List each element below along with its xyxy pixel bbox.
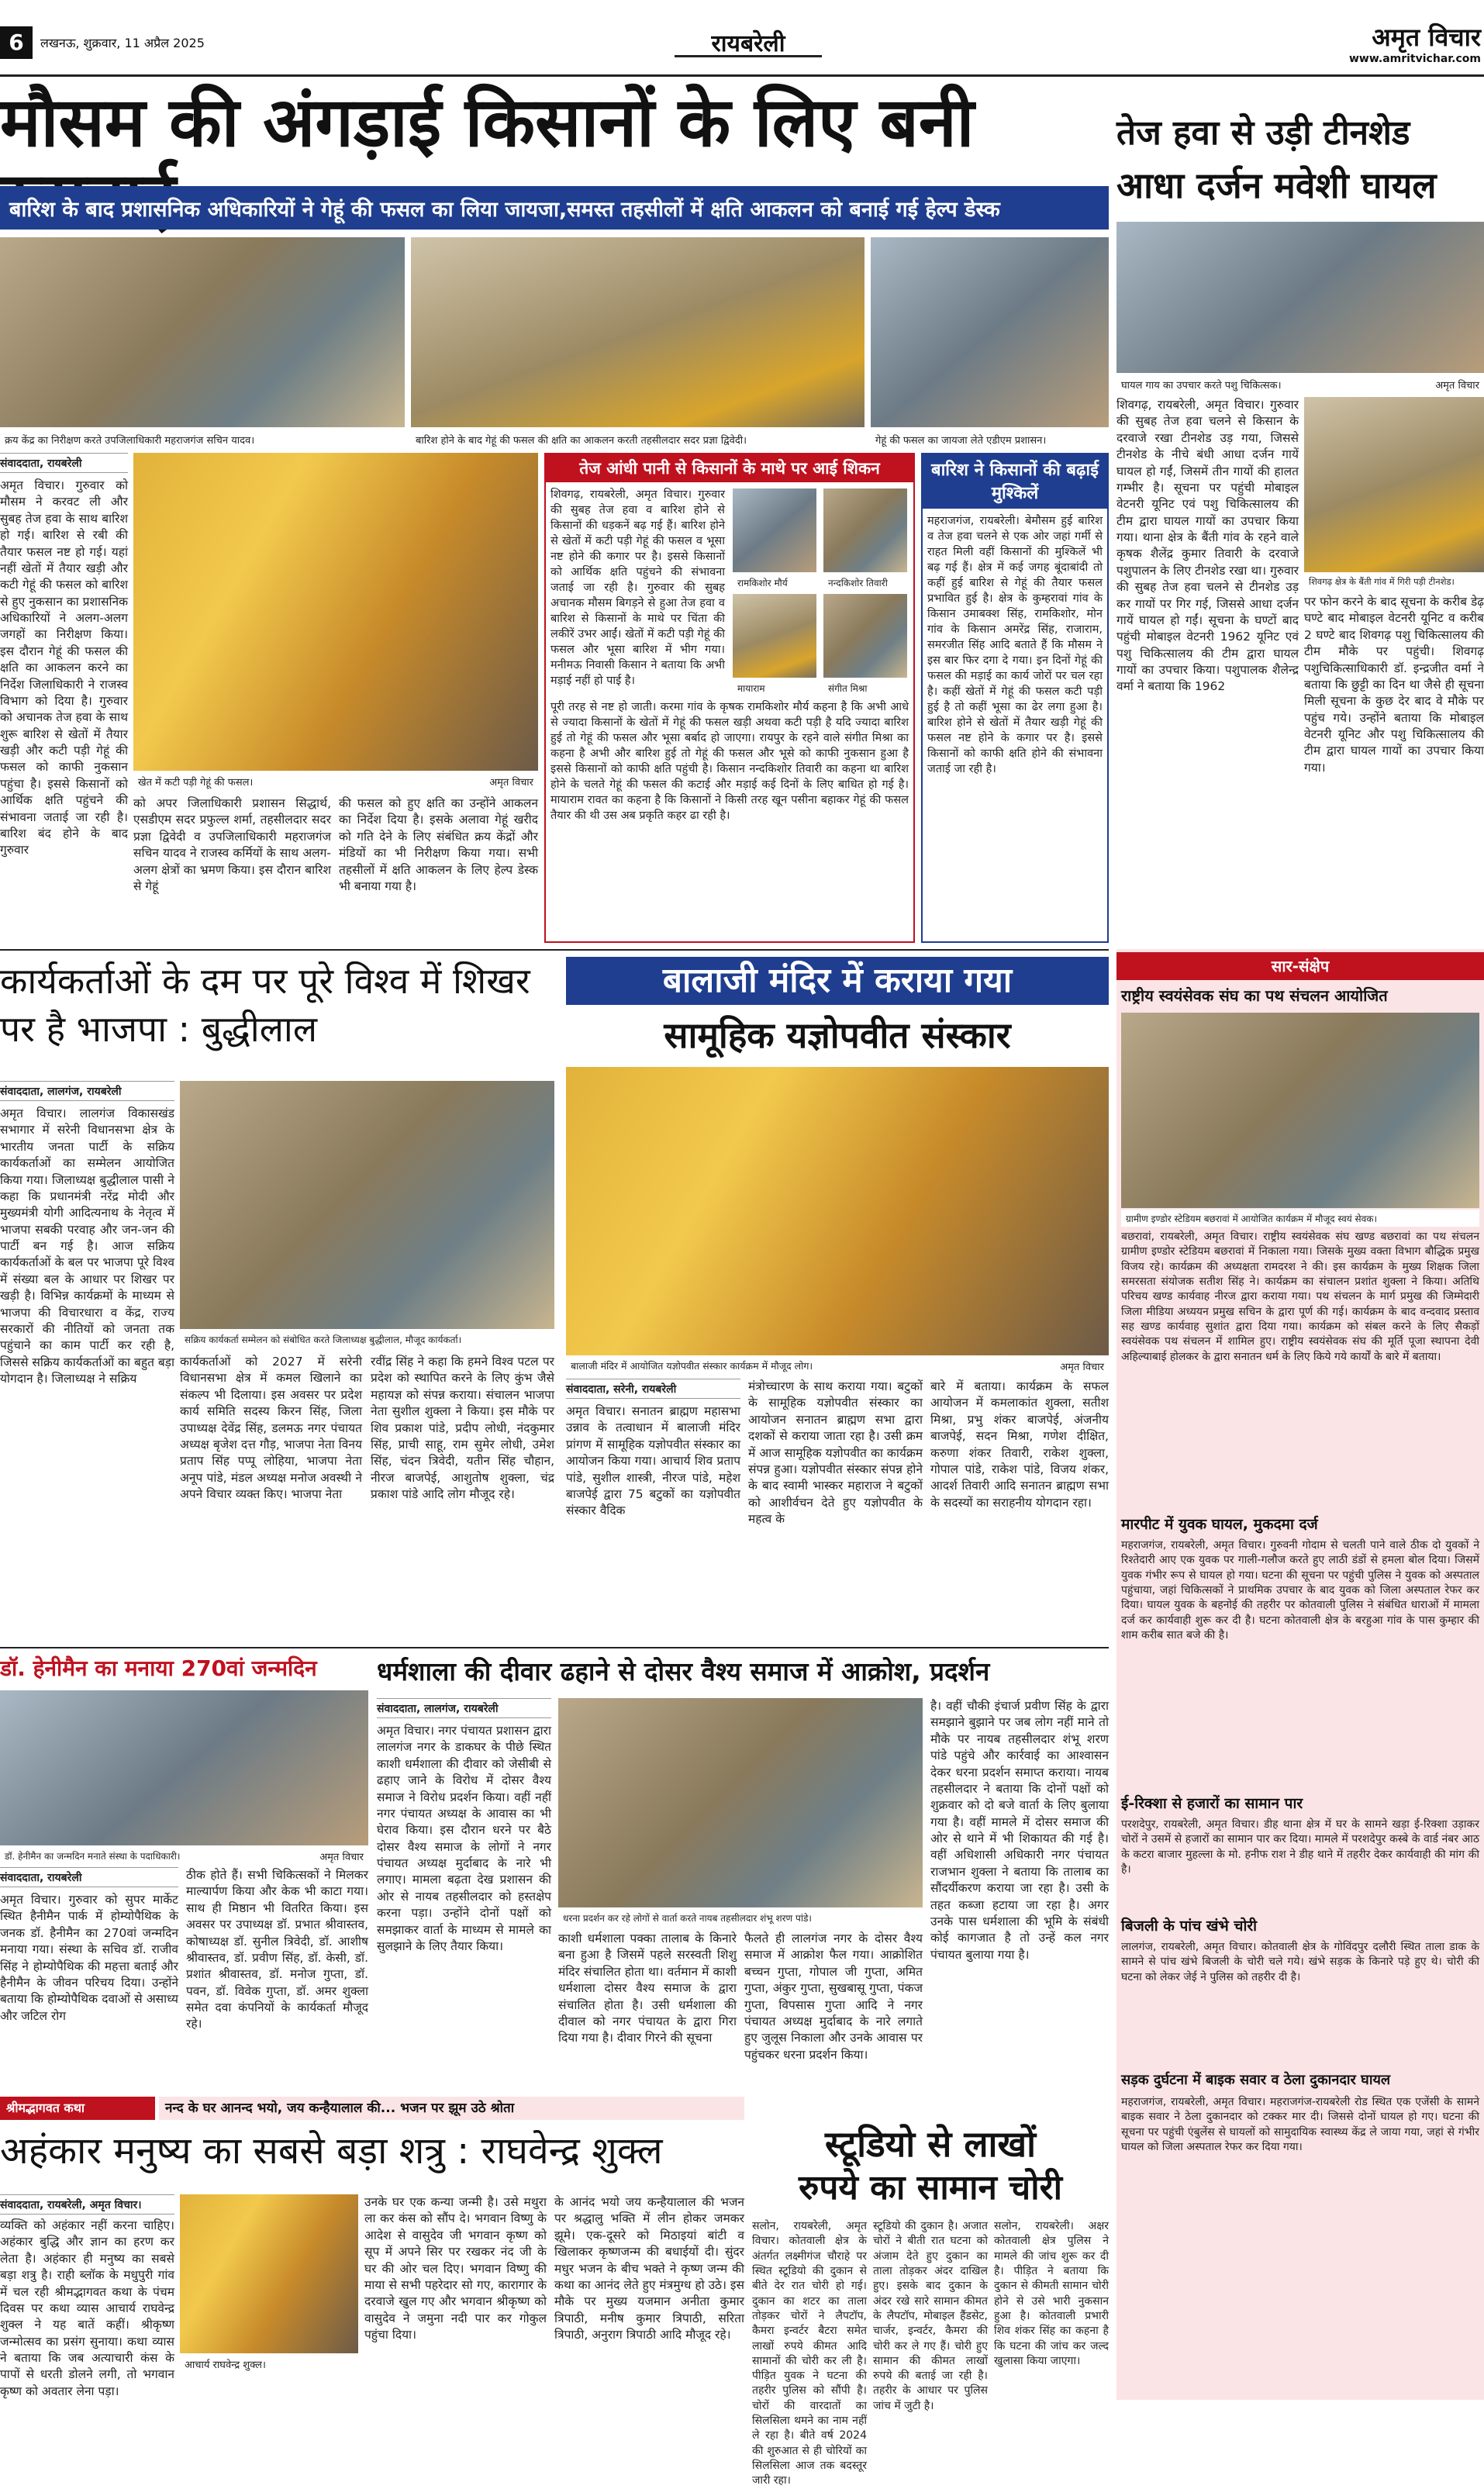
hahnemann-body-col1: अमृत विचार। गुरुवार को सुपर मार्केट स्थित हैनीमैन पार्क में होम्योपैथिक के जनक डॉ. हैनीमैन का 270वां जन्मदिन मनाया गया। संस्था के सचिव डॉ. राजीव सिंह ने होम्योपैथिक की महत्ता बताई और हैनीमैन के जीवन परिचय दिया। उन्होंने बताया कि होम्योपैथिक दवाओं से असाध्य और जटिल रोग [0,1893,178,2023]
studio-body-col3: सलोन, रायबरेली। अक्षर कोतवाली क्षेत्र पुलिस ने मामले की जांच शुरू कर दी है। पीड़ित ने बताया कि दुकान से कीमती सामान चोरी होने से उसे भारी नुकसान हुआ है। कोतवाली प्रभारी शिव शंकर सिंह का कहना है कि घटना की जांच कर जल्द खुलासा किया जाएगा। [994,2220,1109,2367]
balaji-body-col2: मंत्रोच्चारण के साथ कराया गया। बटुकों के सामूहिक यज्ञोपवीत संस्कार का आयोजन सनातन ब्राह्मण सभा द्वारा दशकों से कराया जाता रहा है। उसी क्रम में आज सामूहिक यज्ञोपवीत का कार्यक्रम संपन्न हुआ। यज्ञोपवीत संस्कार संपन्न होने के बाद स्वामी भास्कर महाराज ने बटुकों को आशीर्वचन देते हुए यज्ञोपवीत के महत्व के [748,1379,923,1526]
lead-headline: मौसम की अंगड़ाई किसानों के लिए बनी [0,82,975,162]
bijli-title: बिजली के पांच खंभे चोरी [1121,1918,1258,1935]
photo-hahnemann [0,1690,368,1845]
bjp-dateline: संवाददाता, लालगंज, रायबरेली [0,1081,174,1101]
dharmshala-dateline: संवाददाता, लालगंज, रायबरेली [377,1698,551,1718]
tinshed-body2: पर फोन करने के बाद सूचना के करीब डेढ़ घण्टे बाद मोबाइल वेटनरी यूनिट व करीब 2 घण्टे बाद शिवगढ़ पशु चिकित्सालय की टीम मौके पर पहुंची। शिवगढ़ पशुचिकित्साधिकारी डॉ. इन्द्रजीत वर्मा ने बताया कि छुट्टी का दिन था जैसे ही सूचना मिली सूचना के कुछ देर बाद वे मौके पर पहुंच गये। उन्होंने बताया कि मोबाइल वेटनरी यूनिट और पशु चिकित्सालय की टीम द्वारा घायल गायों का उपचार किया गया। [1304,595,1484,775]
bhagwat-tagline: नन्द के घर आनन्द भयो, जय कन्हैयालाल की... भजन पर झूम उठे श्रोता [159,2097,744,2120]
bijli-body: लालगंज, रायबरेली, अमृत विचार। कोतवाली क्षेत्र के गोविंदपुर दलौरी स्थित ताला डाक के सामने से पांच खंभे बिजली के चोरी चले गये। खंभे सड़क के किनारे पड़े हुए थे। चोरी की घटना को लेकर जेई ने पुलिस को तहरीर दी है। [1121,1941,1479,1983]
portrait-1 [733,488,816,572]
balaji-headline-1: बालाजी मंदिर में कराया गया [566,957,1109,1005]
box-tez-andhi-body1: शिवगढ़, रायबरेली, अमृत विचार। गुरुवार की सुबह तेज हवा व बारिश होने से किसानों की धड़कनें बढ़ गई हैं। बारिश होने से खेतों में कटी पड़ी गेहूं की फसल व भूसा नष्ट होने की कगार पर है। इससे किसानों को आर्थिक क्षति पहुंचने की संभावना जताई जा रही है। गुरुवार की सुबह अचानक मौसम बिगड़ने से हुआ तेज हवा व बारिश से किसानों के माथे पर चिंता की लकीरें उभर आईं। खेतों में कटी पड़ी गेहूं की फसल और भूसा बारिश में भीग गया। मनीमऊ निवासी किसान ने बताया कि अभी मड़ाई नहीं हो पाई है। [550,488,725,687]
bjp-body-col2: कार्यकर्ताओं को 2027 में सरेनी विधानसभा क्षेत्र में कमल खिलाने का संकल्प भी दिलाया। इस अवसर पर प्रदेश कार्य समिति सदस्य किरन सिंह, जिला उपाध्यक्ष देवेंद्र सिंह, डलमऊ नगर पंचायत अध्यक्ष बृजेश दत्त गौड़, भाजपा नेता विनय प्रताप सिंह पप्पू लोहिया, भाजपा नेता अनूप पांडे, मंडल अध्यक्ष मनोज अवस्थी ने अपने विचार व्यक्त किए। भाजपा नेता [180,1355,362,1501]
rss-body: बछरावां, रायबरेली, अमृत विचार। राष्ट्रीय स्वयंसेवक संघ खण्ड बछरावां का पथ संचलन ग्रामीण इण्डोर स्टेडियम बछरावां में निकाला गया। जिसके मुख्य वक्ता विभाग बौद्धिक प्रमुख विजय रहे। कार्यक्रम की अध्यक्षता रामदरश ने की। इस कार्यक्रम के मुख्य शिक्षक जिला समरसता संयोजक सतीश सिंह ने। कार्यक्रम का संचालन प्रशांत शुक्ला ने किया। अतिथि परिचय खण्ड कार्यवाह नीरज द्वारा कराया गया। पथ संचलन के मार्ग प्रमुख की जिम्मेदारी जिला मीडिया अध्ययन प्रमुख सचिन के द्वारा पूर्ण की गई। कार्यक्रम के बाद वन्दवाद प्रस्ताव सह खण्ड कार्यवाह सुशांत द्वारा दिया गया। कार्यक्रम को संबल करने के लिए सैकड़ों स्वयंसेवक पथ संचलन में शामिल हुए। राष्ट्रीय स्वयंसेवक संघ की मूर्ति पूजा स्थापना देवी अहिल्याबाई होलकर के द्वारा सनातन धर्म के लिए किये गये कार्यों के बारे में बताया। [1121,1231,1479,1363]
bhagwat-label: श्रीमद्भागवत कथा [0,2097,155,2120]
lead-body-col1: अमृत विचार। गुरुवार को मौसम ने करवट ली और सुबह तेज हवा के साथ बारिश हो गई। बारिश से रबी की तैयार फसल नष्ट हो गई। यहां नहीं खेतों में तैयार खड़ी और कटी गेहूं की फसल को बारिश से हुए नुकसान का प्रशासनिक अधिकारियों ने अलग-अलग जगहों का निरीक्षण किया। इस दौरान गेहूं की फसल की क्षति का आकलन करने का निर्देश जिलाधिकारी ने राजस्व विभाग को दिया है। गुरुवार को अचानक तेज हवा के साथ शुरू बारिश से खेतों में तैयार खड़ी और कटी पड़ी गेहूं की फसल को काफी नुकसान पहुंचा है। इससे किसानों को आर्थिक क्षति पहुंचने की संभावना जताई जा रही है। बारिश बंद होने के बाद गुरुवार [0,478,128,858]
newspaper-logo: अमृत विचार [1372,22,1481,52]
photo-credit: अमृत विचार [450,772,538,791]
box-tez-andhi-title: तेज आंधी पानी से किसानों के माथे पर आई शिकन [546,454,913,482]
bhagwat-headline: अहंकार मनुष्य का सबसे बड़ा शत्रु : राघवेन्द्र शुक्ल [0,2129,663,2173]
bhagwat-body-col2: उनके घर एक कन्या जन्मी है। उसे मथुरा ला कर कंस को सौंप दे। भगवान विष्णु के आदेश से वासुदेव जी भगवान कृष्ण को सूप में अपने सिर पर रखकर नंद जी के घर की ओर चल दिए। भगवान विष्णु की माया से सभी पहरेदार सो गए, कारागार के दरवाजे खुल गए और भगवान श्रीकृष्ण को वासुदेव ने जमुना नदी पार कर गोकुल पहुंचा दिया। [364,2195,547,2342]
dharmshala-body-col2: काशी धर्मशाला पक्का तालाब के किनारे बना हुआ है जिसमें पहले सरस्वती शिशु मंदिर संचालित होता था। वर्तमान में काशी धर्मशाला दोसर वैश्य समाज के द्वारा संचालित होता है। उसी धर्मशाला की दीवाल को नगर पंचायत के द्वारा गिरा दिया गया है। दीवार गिरने की सूचना [558,1931,737,2045]
studio-body-col2: स्टूडियो की दुकान है। अजात चोरों ने बीती रात घटना को अंजाम देते हुए दुकान का ताला तोड़कर अंदर दाखिल हुए। इसके बाद दुकान के अंदर रखे सारे सामान कीमत के लैपटॉप, मोबाइल हैंडसेट, चार्जर, इन्वर्टर, कैमरा की चोरी कर ले गए हैं। चोरी हुए सामान की कीमत लाखों रुपये की बताई जा रही है। तहरीर के आधार पर पुलिस जांच में जुटी है। [873,2220,988,2412]
hahnemann-body-col2: ठीक होते हैं। सभी चिकित्सकों ने मिलकर माल्यार्पण किया और केक भी काटा गया। साथ ही मिष्ठान भी वितरित किया। इस अवसर पर उपाध्यक्ष डॉ. प्रभात श्रीवास्तव, कोषाध्यक्ष डॉ. सुनील त्रिवेदी, डॉ. आशीष श्रीवास्तव, डॉ. प्रवीण सिंह, डॉ. केसी, डॉ. प्रशांत श्रीवास्तव, डॉ. मनोज गुप्ता, डॉ. पवन, डॉ. विवेक गुप्ता, डॉ. अमर शुक्ला समेत दवा कंपनियों के कार्यकर्ता मौजूद रहे। [186,1868,368,2032]
caption-adm: गेहूं की फसल का जायजा लेते एडीएम प्रशासन। [871,430,1109,449]
dharmshala-body-col4: है। वहीं चौकी इंचार्ज प्रवीण सिंह के द्वारा समझाने बुझाने पर जब लोग नहीं माने तो मौके पर नायब तहसीलदार शंभू शरण पांडे पहुंचे और कार्रवाई का आश्वासन देकर धरना प्रदर्शन समाप्त कराया। नायब तहसीलदार ने बताया कि दोनों पक्षों को शुक्रवार को दो बजे वार्ता के लिए बुलाया गया है। वहीं मामले में दोसर समाज की ओर से थाने में भी शिकायत की गई है। वहीं अधिशासी अधिकारी नगर पंचायत राजभान शुक्ला ने बताया कि तालाब का सौंदर्यीकरण कराया जा रहा है। उसी के तहत कब्जा हटाया जा रहा है। अगर उनके पास धर्मशाला की भूमि के संबंधी कोई कागजात है तो उन्हें कल नगर पंचायत बुलाया गया है। [930,1699,1109,1962]
photo-kati-fasal [133,453,538,771]
caption-bjp: सक्रिय कार्यकर्ता सम्मेलन को संबोधित करते जिलाध्यक्ष बुद्धीलाल, मौजूद कार्यकर्ता। [180,1331,554,1348]
photo-adm-inspection [871,237,1109,427]
box-tez-andhi-body2: पूरी तरह से नष्ट हो जाती। करमा गांव के कृषक रामकिशोर मौर्य कहना है कि अभी आधे से ज्यादा किसानों के खेतों में गेहूं की फसल खड़ी अथवा कटी पड़ी है यदि ज्यादा बारिश हुई तो गेहूं की फसल और भूसा बर्बाद हो जाएगा। रायपुर के रहने वाले संगीत मिश्रा का कहना है अभी और बारिश हुई तो गेहूं की फसल और भूसे को काफी नुकसान हुआ है इससे किसानों को काफी क्षति पहुंची है। किसान नन्दकिशोर तिवारी का कहना था बारिश होने के चलते गेहूं की फसल की कटाई और मड़ाई कई दिनों के लिए बाधित हो गई है। मायाराम रावत का कहना है कि किसानों ने किसी तरह खून पसीना बहाकर गेहूं की फसल तैयार की थी उस अब प्रकृति कहर ढा रही है। [550,701,909,822]
dharmshala-headline: धर्मशाला की दीवार ढहाने से दोसर वैश्य समाज में आक्रोश, प्रदर्शन [377,1656,990,1686]
hahnemann-dateline: संवाददाता, रायबरेली [0,1867,178,1887]
tinshed-credit: अमृत विचार [1380,375,1484,392]
caption-raghvendra: आचार्य राघवेन्द्र शुक्ल। [180,2355,358,2372]
lead-dateline: संवाददाता, रायबरेली [0,453,128,473]
portrait-2-name: नन्दकिशोर तिवारी [823,574,907,591]
hahnemann-credit: अमृत विचार [283,1847,368,1864]
marpeet-title: मारपीट में युवक घायल, मुकदमा दर्ज [1121,1516,1318,1533]
lead-body-col2: को अपर जिलाधिकारी प्रशासन सिद्धार्थ, एसडीएम सदर प्रफुल्ल शर्मा, तहसीलदार सदर प्रज्ञा द्विवेदी व उपजिलाधिकारी महराजगंज सचिन यादव ने राजस्व कर्मियों के साथ अलग-अलग क्षेत्रों का भ्रमण किया। इस दौरान बारिश से गेहूं [133,796,331,893]
caption-kati-fasal: खेत में कटी पड़ी गेहूं की फसल। [133,772,443,791]
studio-headline-2: रुपये का सामान चोरी [799,2168,1062,2208]
bjp-headline: कार्यकर्ताओं के दम पर पूरे विश्व में शिखर पर है भाजपा : बुद्धीलाल [0,960,530,1051]
portrait-3-name: मायाराम [733,679,816,696]
photo-ghayal-gaay [1116,222,1484,373]
marpeet-body: महराजगंज, रायबरेली, अमृत विचार। गुरुवनी गोदाम से चलती पाने वाले ठीक दो युवकों ने रिश्तेदारी आए एक युवक पर गाली-गलौज करते हुए लाठी डंडों से हमला बोल दिया। जिसमें युवक गंभीर रूप से घायल हो गया। घटना की सूचना पर पहुंची पुलिस ने युवक को अस्पताल पहुंचाया, जहां चिकित्सकों ने प्राथमिक उपचार के बाद युवक को जिला अस्पताल रेफर कर दिया। घायल युवक के बहनोई की तहरीर पर कोतवाली पुलिस ने संबंधित धाराओं में मामला दर्ज कर कार्यवाही शुरू कर दी है। घटना कोतवाली क्षेत्र के बरहुआ गांव के पास कुम्हार की शाम करीब सात बजे की है। [1121,1539,1479,1641]
lead-subhead: बारिश के बाद प्रशासनिक अधिकारियों ने गेहूं की फसल का लिया जायजा,समस्त तहसीलों में क्षति आकलन को बनाई गई हेल्प डेस्क [0,186,1109,230]
caption-kray-kendra: क्रय केंद्र का निरीक्षण करते उपजिलाधिकारी महराजगंज सचिन यादव। [0,430,405,449]
section-title: रायबरेली [675,26,822,57]
sadak-title: सड़क दुर्घटना में बाइक सवार व ठेला दुकानदार घायल [1121,2072,1391,2088]
bjp-body-col3: रवींद्र सिंह ने कहा कि हमने विश्व पटल पर प्रदेश को स्थापित करने के लिए कुंभ जैसे महायज्ञ को संपन्न कराया। संचालन भाजपा नेता सुशील शुक्ला ने किया। इस मौके पर शिव प्रकाश पांडे, प्रदीप लोधी, नंदकुमार सिंह, प्राची साहू, राम सुमेर लोधी, उमेश सिंह, चंदन त्रिवेदी, यतीन सिंह चौहान, नीरज बाजपेई, आशुतोष शुक्ला, चंद्र प्रकाश पांडे आदि लोग मौजूद रहे। [371,1355,554,1501]
photo-dharna [558,1698,923,1907]
photo-giri-tinshed [1304,397,1484,572]
caption-balaji: बालाजी मंदिर में आयोजित यज्ञोपवीत संस्कार कार्यक्रम में मौजूद लोग। [566,1357,1000,1374]
caption-path-sanchalan: ग्रामीण इण्डोर स्टेडियम बछरावां में आयोजित कार्यक्रम में मौजूद स्वयं सेवक। [1121,1210,1479,1227]
saar-label: सार-संक्षेप [1116,952,1484,980]
hahnemann-headline: डॉ. हेनीमैन का मनाया 270वां जन्मदिन [0,1655,317,1681]
box-barish-title: बारिश ने किसानों की बढ़ाई मुश्किलें [923,454,1107,509]
photo-raghvendra-shukla [180,2194,358,2353]
caption-giri-tinshed: शिवगढ़ क्षेत्र के बैंती गांव में गिरी पड़ी टीनशेड। [1304,574,1484,591]
caption-ghayal-gaay: घायल गाय का उपचार करते पशु चिकित्सक। [1116,375,1372,392]
balaji-headline-2: सामूहिक यज्ञोपवीत संस्कार [664,1014,1011,1056]
portrait-4-name: संगीत मिश्रा [823,679,907,696]
bhagwat-body-col1: व्यक्ति को अहंकार नहीं करना चाहिए। अहंकार बुद्धि और ज्ञान का हरण कर लेता है। अहंकार ही मनुष्य का सबसे बड़ा शत्रु है। राही ब्लॉक के मधुपुरी गांव में चल रही श्रीमद्भागवत कथा के पंचम दिवस पर कथा व्यास आचार्य राघवेन्द्र शुक्ल ने यह बातें कहीं। श्रीकृष्ण जन्मोत्सव का प्रसंग सुनाया। कथा व्यास ने बताया कि जब अत्याचारी कंस के पापों से धरती डोलने लगी, तो भगवान कृष्ण को अवतार लेना पड़ा। [0,2218,174,2398]
edition-date: लखनऊ, शुक्रवार, 11 अप्रैल 2025 [40,36,205,50]
balaji-credit: अमृत विचार [1008,1357,1109,1374]
caption-dharna: धरना प्रदर्शन कर रहे लोगों से वार्ता करते नायब तहसीलदार शंभू शरण पांडे। [558,1909,923,1926]
lead-body-col3: की फसल को हुए क्षति का उन्होंने आकलन का निर्देश दिया है। इसके अलावा गेहूं खरीद को गति देने के लिए संबंधित क्रय केंद्रों और मंडियों का भी निरीक्षण किया गया। सभी तहसीलों में क्षति आकलन के लिए हेल्प डेस्क भी बनाया गया है। [339,796,538,893]
photo-yagyopavit [566,1067,1109,1355]
studio-headline-1: स्टूडियो से लाखों [825,2123,1036,2165]
tinshed-body1: शिवगढ़, रायबरेली, अमृत विचार। गुरुवार की सुबह तेज हवा चलने से किसान के दरवाजे रखा टीनशेड उड़ गया, जिससे टीनशेड के नीचे बंधी आधा दर्जन गायें घायल हो गईं, जिसमें तीन गायों की हालत गम्भीर है। सूचना पर पहुंची मोबाइल वेटनरी यूनिट एवं पशु चिकित्सालय की टीम द्वारा घायल गायों का उपचार किया गया। थाना क्षेत्र के बैंती गांव के रहने वाले कृषक शैलेंद्र कुमार तिवारी के दरवाजे पशुपालन के लिए टीनशेड रखा था। गुरुवार की सुबह तेज हवा चलने से टीनशेड उड़ कर गायों पर गिर गई, जिससे आधा दर्जन गायें घायल हो गईं। सूचना के घण्टों बाद पहुंची मोबाइल वेटनरी 1962 यूनिट एवं पशु चिकित्सालय की टीम द्वारा घायल गायों का उपचार किया। पशुपालक शैलेन्द्र वर्मा ने बताया कि 1962 [1116,398,1299,694]
portrait-2 [823,488,907,572]
balaji-body-col1: अमृत विचार। सनातन ब्राह्मण महासभा उन्नाव के तत्वाधान में बालाजी मंदिर प्रांगण में सामूहिक यज्ञोपवीत संस्कार का आयोजन किया गया। आचार्य शिव प्रताप पांडे, सुशील शास्त्री, नीरज पांडे, महेश बाजपेई द्वारा 75 बटुकों का यज्ञोपवीत संस्कार वैदिक [566,1404,740,1518]
caption-hahnemann: डॉ. हेनीमैन का जन्मदिन मनाते संस्था के पदाधिकारी। [0,1847,279,1864]
portrait-1-name: रामकिशोर मौर्य [733,574,816,591]
portrait-4 [823,594,907,678]
bjp-body-col1: अमृत विचार। लालगंज विकासखंड सभागार में सरेनी विधानसभा क्षेत्र के भारतीय जनता पार्टी के सक्रिय कार्यकर्ताओं का सम्मेलन आयोजित किया गया। जिलाध्यक्ष बुद्धीलाल पासी ने कहा कि प्रधानमंत्री नरेंद्र मोदी और मुख्यमंत्री योगी आदित्यनाथ के नेतृत्व में भाजपा सबकी परवाह और जन-जन की पार्टी बन गई है। आज सक्रिय कार्यकर्ताओं के बल पर भाजपा पूरे विश्व में संख्या बल के आधार पर शिखर पर खड़ी है। विभिन्न कार्यक्रमों के माध्यम से भाजपा की विचारधारा व केंद्र, राज्य सरकारों की नीतियों को जनता तक पहुंचाने का काम पार्टी कर रही है, जिससे सक्रिय कार्यकर्ताओं का बहुत बड़ा योगदान है। जिलाध्यक्ष ने सक्रिय [0,1106,174,1386]
photo-bjp-sammelan [180,1081,554,1329]
box-barish-body: महराजगंज, रायबरेली। बेमौसम हुई बारिश व तेज हवा चलने से एक ओर जहां गर्मी से राहत मिली वहीं किसानों की मुश्किलें भी बढ़ गई हैं। क्षेत्र में कई जगह बूंदाबांदी तो कहीं हुई बारिश से गेहूं की तैयार फसल प्रभावित हुई है। क्षेत्र के कुम्हरावां गांव के किसान उमाबक्श सिंह, रामकिशोर, मोन गांव के किसान अमरेंद्र सिंह, राजाराम, समरजीत सिंह आदि बताते हैं कि मौसम ने इस बार फिर दगा दे गया। इन दिनों गेहूं की फसल की मड़ाई का कार्य जोरों पर चल रहा है। कहीं खेतों में गेहूं की फसल कटी पड़ी हुई है तो कहीं भूसा का ढेर लगा हुआ है। बारिश होने से खेतों में तैयार खड़ी गेहूं की फसल नष्ट होने के कगार पर है। इससे किसानों को काफी क्षति होने की संभावना जताई जा रही है। [927,515,1103,775]
dharmshala-body-col1: अमृत विचार। नगर पंचायत प्रशासन द्वारा लालगंज नगर के डाकघर के पीछे स्थित काशी धर्मशाला की दीवार को जेसीबी से ढहाए जाने के विरोध में दोसर वैश्य समाज ने विरोध प्रदर्शन किया। वहीं नहीं नगर पंचायत अध्यक्ष के आवास का भी घेराव किया। इस दौरान धरने पर बैठे दोसर वैश्य समाज के लोगों ने नगर पंचायत अध्यक्ष मुर्दाबाद के नारे भी लगाए। मामला बढ़ता देख प्रशासन की ओर से नायब तहसीलदार को हस्तक्षेप करना पड़ा। उन्होंने दोनों पक्षों को समझाकर वार्ता के माध्यम से मामले का सुलझाने के लिए तैयार किया। [377,1724,551,1953]
photo-kray-kendra [0,237,405,427]
page-number: 6 [0,26,33,59]
bhagwat-body-col3: के आनंद भयो जय कन्हैयालाल की भजन पर श्रद्धालु भक्ति में लीन होकर जमकर झूमे। एक-दूसरे को मिठाइयां बांटी व खिलाकर कृष्णजन्म की बधाईयों दी। सुंदर मधुर भजन के बीच भक्ते ने कृष्ण जन्म की कथा का आनंद लेते हुए मंत्रमुग्ध हो उठे। इस मौके पर मुख्य यजमान अनीता कुमार त्रिपाठी, मनीष कुमार त्रिपाठी, सरिता त्रिपाठी, अनुराग त्रिपाठी आदि मौजूद रहे। [554,2195,744,2342]
divider-1 [0,949,1109,951]
website-url: www.amritvichar.com [1348,53,1481,65]
masthead-rule [0,74,1484,77]
photo-tehsildar-field [411,237,865,427]
e-rickshaw-body: परशदेपुर, रायबरेली, अमृत विचार। डीह थाना क्षेत्र में घर के सामने खड़ा ई-रिक्शा उड़ाकर चोरों ने उसमें से हजारों का सामान पार कर दिया। मामले में परशदेपुर कस्बे के वार्ड नंबर आठ के कटरा बाजार मुहल्ला के मो. हनीफ राश ने डीह थाने में तहरीर देकर कार्यवाही की मांग की है। [1121,1818,1479,1876]
divider-2 [0,1647,1109,1648]
tinshed-headline-2: आधा दर्जन मवेशी घायल [1116,164,1437,206]
rss-title: राष्ट्रीय स्वयंसेवक संघ का पथ संचलन आयोजित [1121,986,1388,1005]
e-rickshaw-title: ई-रिक्शा से हजारों का सामान पार [1121,1795,1303,1812]
portrait-3 [733,594,816,678]
bhagwat-dateline: संवाददाता, रायबरेली, अमृत विचार। [0,2194,174,2215]
tinshed-headline-1: तेज हवा से उड़ी टीनशेड [1116,113,1410,153]
balaji-dateline: संवाददाता, सरेनी, रायबरेली [566,1379,740,1399]
caption-tehsildar: बारिश होने के बाद गेहूं की फसल की क्षति का आकलन करती तहसीलदार सदर प्रज्ञा द्विवेदी। [411,430,865,449]
photo-path-sanchalan [1121,1013,1479,1208]
dharmshala-body-col3: फैलते ही लालगंज नगर के दोसर वैश्य समाज में आक्रोश फैल गया। आक्रोशित बच्चन गुप्ता, गोपाल जी गुप्ता, अमित गुप्ता, अंकुर गुप्ता, सुखबासू गुप्ता, पंकज गुप्ता, विपसास गुप्ता आदि ने नगर पंचायत अध्यक्ष मुर्दाबाद के नारे लगाते हुए जुलूस निकाला और उनके आवास पर पहुंचकर धरना प्रदर्शन किया। [744,1931,923,2062]
studio-body-col1: सलोन, रायबरेली, अमृत विचार। कोतवाली क्षेत्र के अंतर्गत लक्ष्मीगंज चौराहे पर स्थित स्टूडियो की दुकान से बीते देर रात चोरी हो गई। दुकान का शटर का ताला तोड़कर चोरों ने लैपटॉप, कैमरा इन्वर्टर बैटरा समेत लाखों रुपये कीमत आदि सामानों की चोरी कर ली है। पीड़ित युवक ने घटना की तहरीर पुलिस को सौंपी है। चोरों की वारदातों का सिलसिला थमने का नाम नहीं ले रहा है। बीते वर्ष 2024 की शुरुआत से ही चोरियों का सिलसिला आज तक बदस्तूर जारी रहा। [752,2220,867,2487]
balaji-body-col3: बारे में बताया। कार्यक्रम के सफल आयोजन में कमलाकांत शुक्ला, सतीश मिश्रा, प्रभु शंकर बाजपेई, अंजनीय बाजपेई, सदन मिश्रा, गणेश दीक्षित, करुणा शंकर तिवारी, राकेश शुक्ला, गोपाल पांडे, राकेश पांडे, विजय शंकर, आदर्श तिवारी आदि सनातन ब्राह्मण सभा के सदस्यों का सराहनीय योगदान रहा। [930,1379,1109,1510]
sadak-body: महराजगंज, रायबरेली, अमृत विचार। महराजगंज-रायबरेली रोड स्थित एक एजेंसी के सामने बाइक सवार ने ठेला दुकानदार को टक्कर मार दी। जिससे दोनों घायल हो गए। घटना की सूचना पर पहुंची एंबुलेंस से घायलों को सामुदायिक स्वास्थ्य केंद्र ले जाया गया, जहां से गंभीर घायल को जिला अस्पताल रेफर कर दिया गया। [1121,2096,1479,2153]
